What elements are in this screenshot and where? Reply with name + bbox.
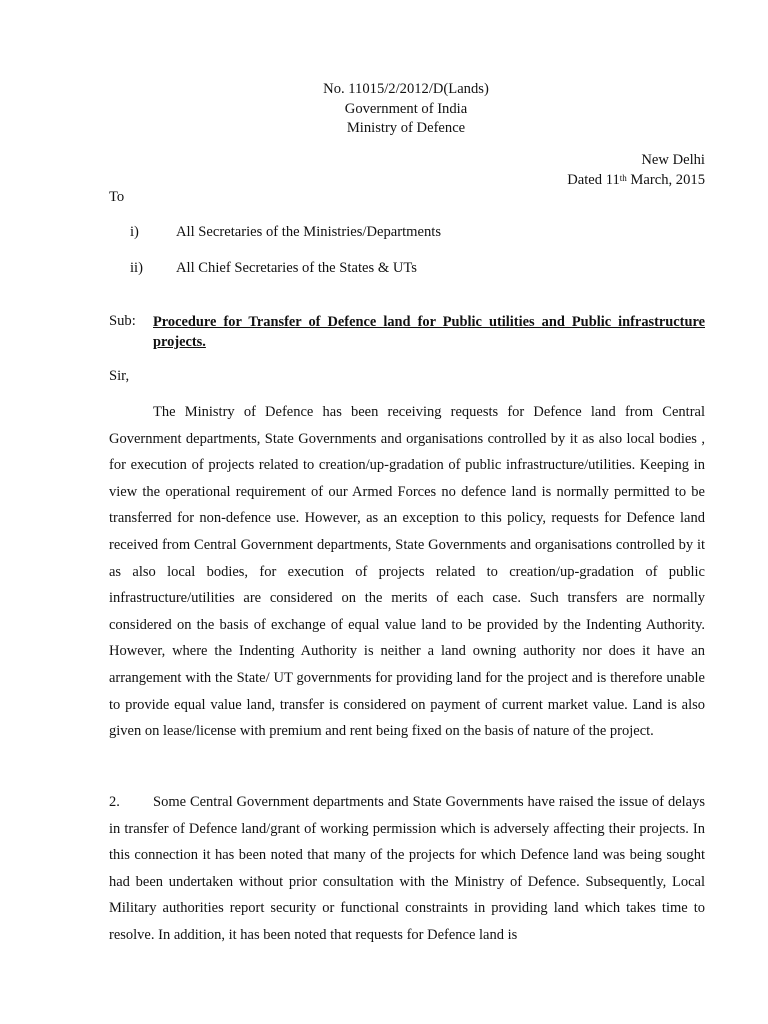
date-prefix: Dated 11	[567, 171, 620, 188]
recipient-number: i)	[130, 224, 139, 240]
body-paragraph-2	[109, 789, 705, 949]
reference-number: No. 11015/2/2012/D(Lands)	[323, 81, 489, 97]
subject-label: Sub:	[109, 313, 136, 329]
recipient-text: All Chief Secretaries of the States & UTs	[176, 260, 417, 276]
place-and-date	[567, 151, 705, 190]
recipient-number: ii)	[130, 260, 143, 276]
government-name: Government of India	[344, 100, 468, 117]
date	[567, 171, 705, 191]
paragraph-number: 2.	[109, 794, 120, 810]
salutation: Sir,	[109, 368, 130, 384]
place: New Delhi	[641, 152, 705, 168]
date-rest: March, 2015	[626, 171, 705, 188]
subject-text: Procedure for Transfer of Defence land for Public utilities and Public infrastructure projects.	[153, 314, 705, 350]
to-label: To	[109, 189, 125, 205]
paragraph-text: Some Central Government departments and State Governments have raised the issue of delays in transfer of Defence land/grant of working permission which is adversely affecting their projects. In this connection it has been noted that many of the projects for which Defence land was being sought had been undertaken without prior consultation with the Ministry of Defence. Subsequently, Local Military authorities report security or functional constraints in providing land which takes time to resolve. In addition, it has been noted that requests for Defence land is	[109, 794, 705, 943]
date-ordinal-suffix: th	[619, 172, 627, 183]
ministry-name: Ministry of Defence	[346, 120, 466, 136]
body-paragraph-1: The Ministry of Defence has been receiving requests for Defence land from Central Government departments, State Governments and organisations controlled by it as also local bodies , for execution of projects related to creation/up-gradation of public infrastructure/utilities. Keeping in view the operational requirement of our Armed Forces no defence land is normally permitted to be transferred for non-defence use. However, as an exception to this policy, requests for Defence land received from Central Government departments, State Governments and organisations controlled by it as also local bodies, for execution of projects related to creation/up-gradation of public infrastructure/utilities are considered on the merits of each case. Such transfers are normally considered on the basis of exchange of equal value land to be provided by the Indenting Authority. However, where the Indenting Authority is neither a land owning authority nor does it have an arrangement with the State/ UT governments for providing land for the project and is therefore unable to provide equal value land, transfer is considered on payment of current market value. Land is also given on lease/license with premium and rent being fixed on the basis of nature of the project.	[109, 404, 705, 740]
letter-header	[0, 80, 768, 139]
recipient-text: All Secretaries of the Ministries/Departments	[176, 224, 442, 240]
